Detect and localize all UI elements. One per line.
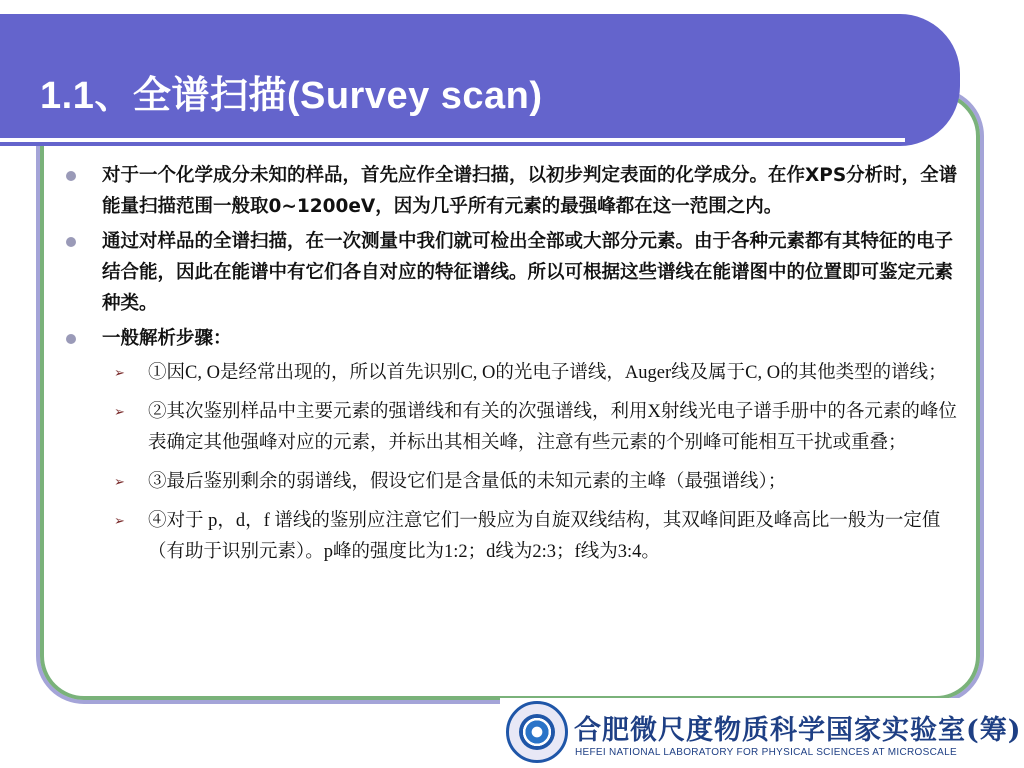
- bullet-text: 通过对样品的全谱扫描，在一次测量中我们就可检出全部或大部分元素。由于各种元素都有其特征的电子结合能，因此在能谱中有它们各自对应的特征谱线。所以可根据这些谱线在能谱图中的位置即可鉴定元素种类。: [102, 231, 954, 314]
- bullet-text: 一般解析步骤：: [102, 328, 232, 349]
- arrow-bullet-icon: ➢: [114, 514, 125, 529]
- round-bullet-icon: [66, 237, 76, 247]
- sub-bullet-item: [66, 467, 966, 498]
- sub-bullet-text: ①因C, O是经常出现的，所以首先识别C, O的光电子谱线，Auger线及属于C, O的其他类型的谱线；: [148, 363, 947, 383]
- sub-bullet-item: [66, 397, 966, 459]
- sub-bullet-item: [66, 506, 966, 568]
- sub-bullet-text: ④对于 p，d，f 谱线的鉴别应注意它们一般应为自旋双线结构，其双峰间距及峰高比一般为一定值（有助于识别元素）。p峰的强度比为1:2；d线为2:3；f线为3:4。: [148, 511, 941, 562]
- slide-title: 1.1、全谱扫描(Survey scan): [40, 75, 543, 117]
- slide-body: [66, 160, 966, 576]
- lab-name-english: HEFEI NATIONAL LABORATORY FOR PHYSICAL SCIENCES AT MICROSCALE: [575, 747, 957, 758]
- bullet-item: [66, 160, 966, 222]
- title-bar: [0, 14, 960, 146]
- arrow-bullet-icon: ➢: [114, 405, 125, 420]
- bullet-item: [66, 323, 966, 354]
- arrow-bullet-icon: ➢: [114, 475, 125, 490]
- arrow-bullet-icon: ➢: [114, 366, 125, 381]
- round-bullet-icon: [66, 334, 76, 344]
- bullet-text: 对于一个化学成分未知的样品，首先应作全谱扫描，以初步判定表面的化学成分。在作XPS分析时，全谱能量扫描范围一般取0~1200eV，因为几乎所有元素的最强峰都在这一范围之内。: [102, 165, 958, 217]
- bullet-item: [66, 226, 966, 319]
- seal-center: [519, 714, 555, 750]
- title-underline: [0, 138, 905, 142]
- lab-name-chinese: 合肥微尺度物质科学国家实验室(筹): [574, 715, 1022, 746]
- sub-bullet-text: ②其次鉴别样品中主要元素的强谱线和有关的次强谱线，利用X射线光电子谱手册中的各元素的峰位表确定其他强峰对应的元素，并标出其相关峰，注意有些元素的个别峰可能相互干扰或重叠；: [148, 402, 957, 453]
- university-seal-icon: [506, 701, 568, 763]
- sub-bullet-text: ③最后鉴别剩余的弱谱线，假设它们是含量低的未知元素的主峰（最强谱线）；: [148, 472, 787, 492]
- round-bullet-icon: [66, 171, 76, 181]
- sub-bullet-item: [66, 358, 966, 389]
